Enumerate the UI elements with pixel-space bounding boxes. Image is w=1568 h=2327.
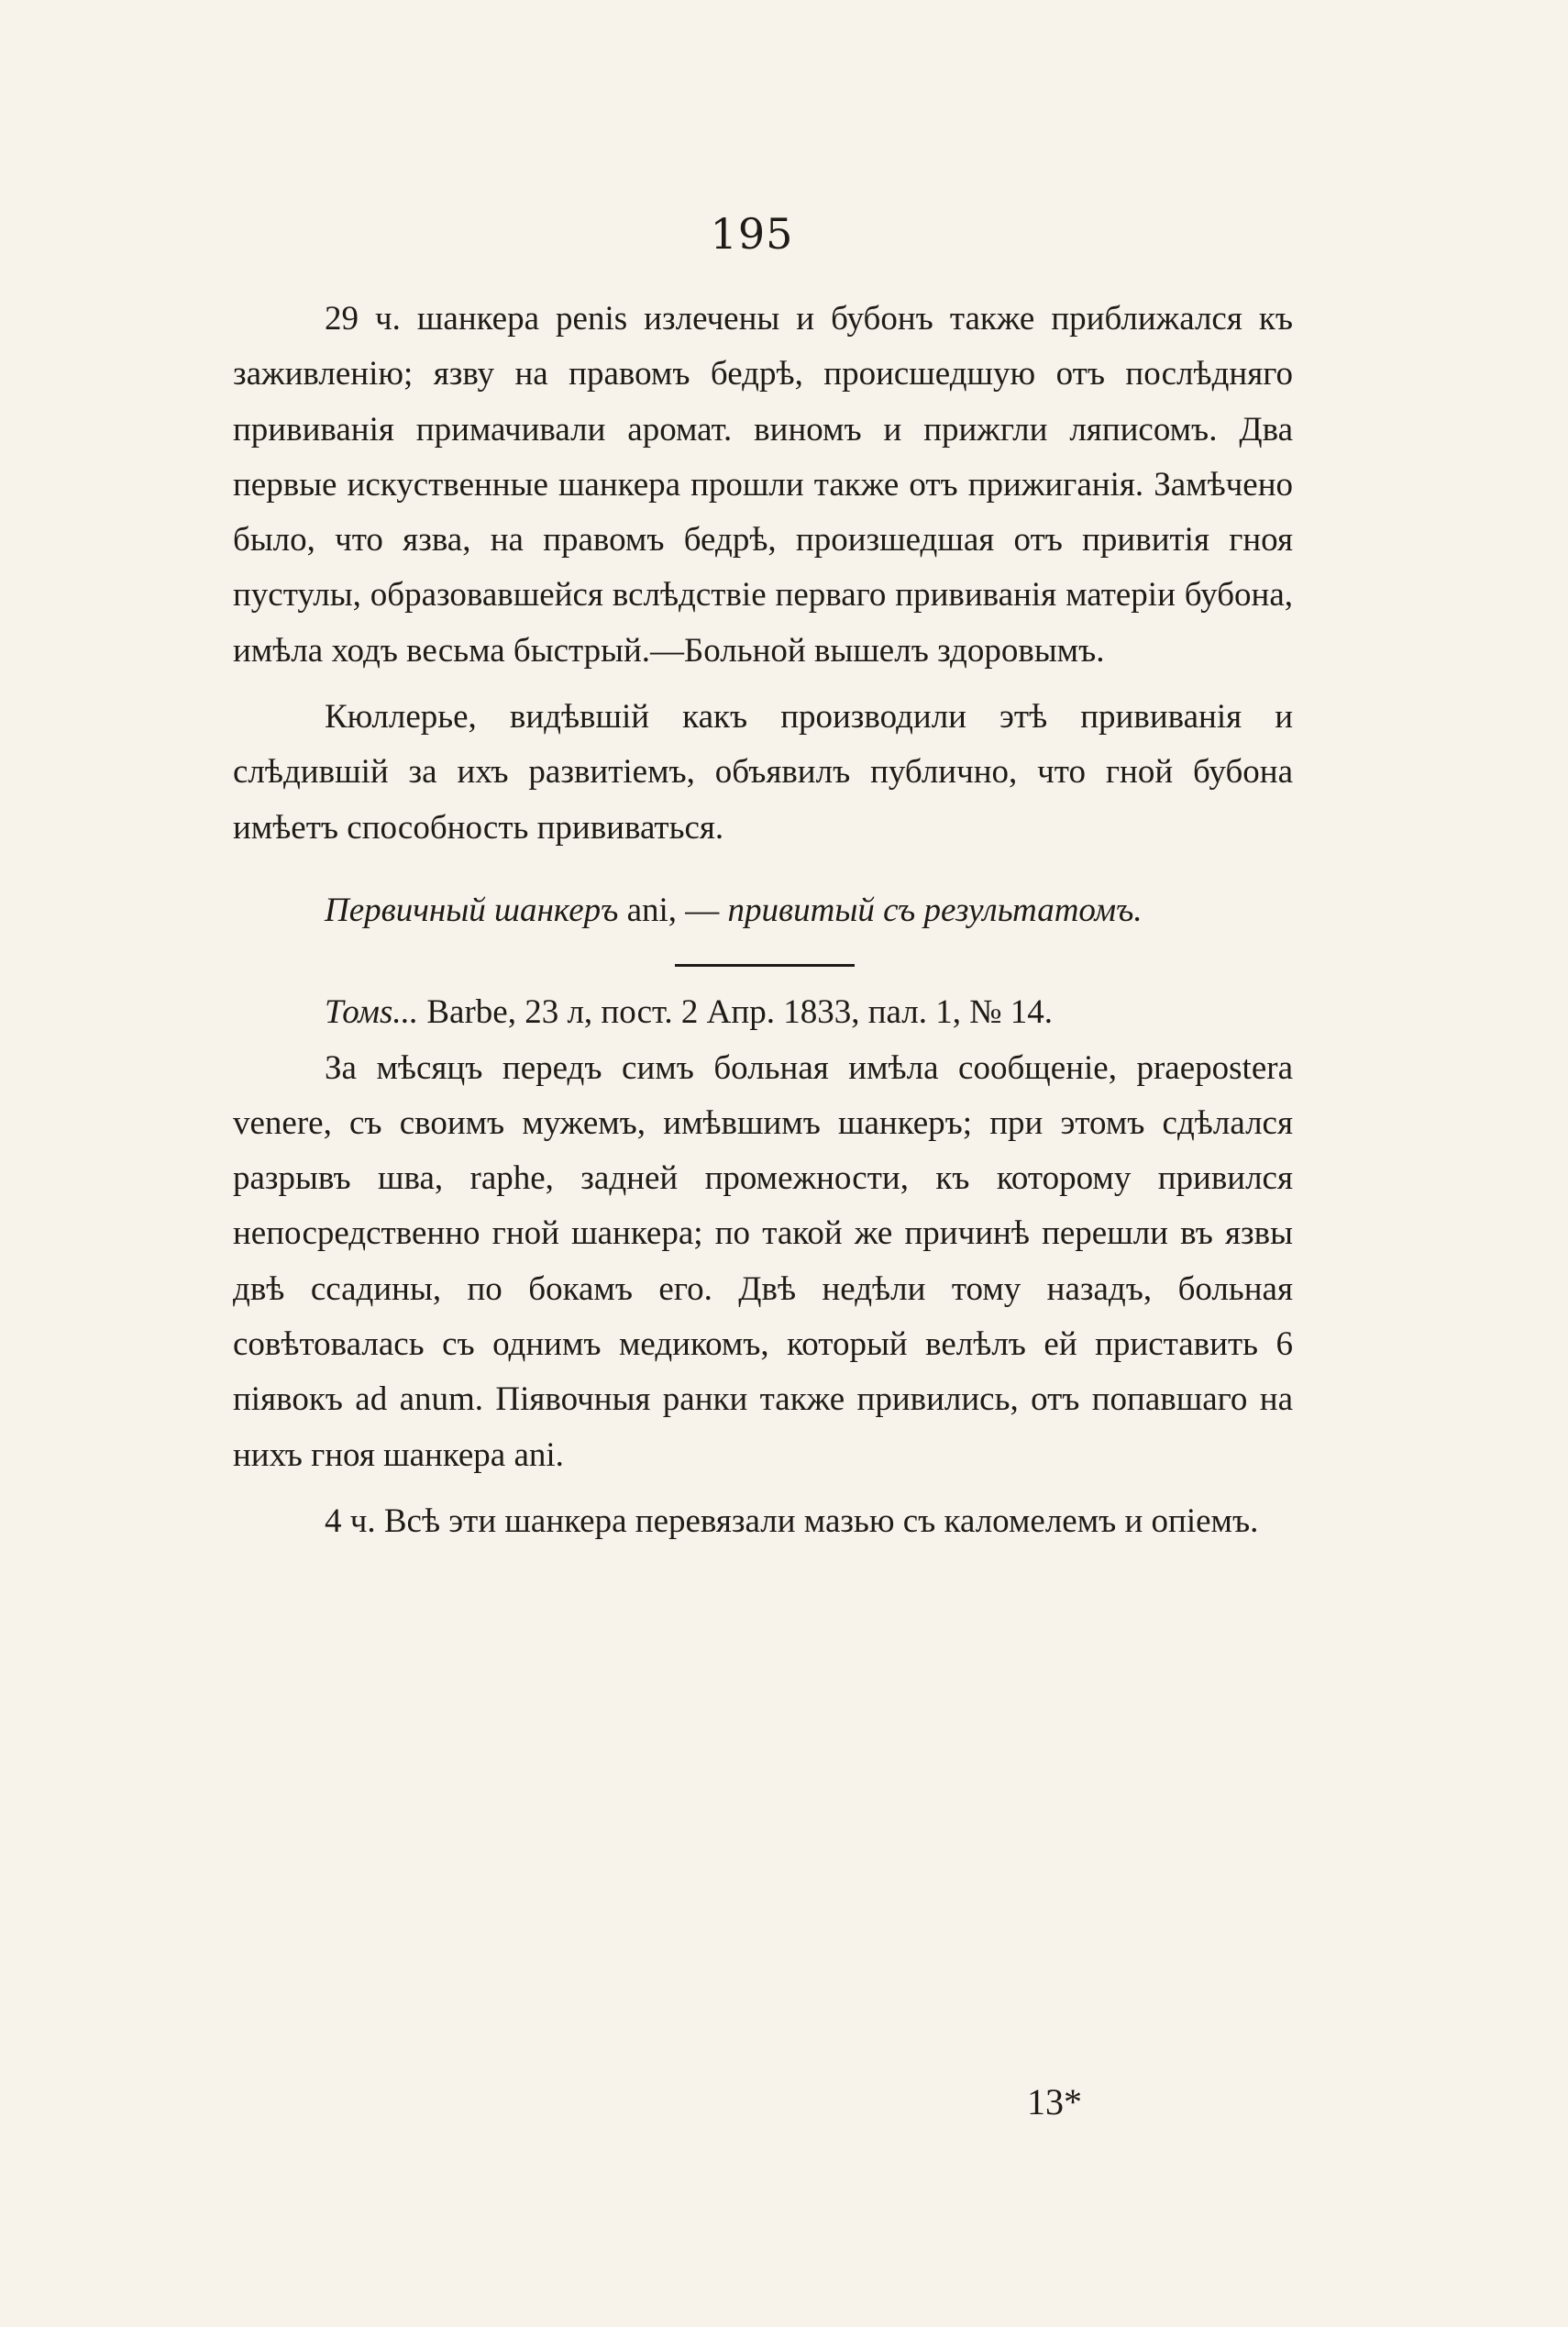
page-number: 195: [710, 209, 794, 259]
section-heading: [233, 883, 1293, 938]
case-header-details: Barbe, 23 л, пост. 2 Апр. 1833, пал. 1, № 14.: [418, 993, 1054, 1032]
section-divider: [675, 964, 855, 967]
case-header-italic: Томs...: [325, 993, 419, 1032]
paragraph-case-outcome: 29 ч. шанкера penis излечены и бубонъ также приближался къ заживленію; язву на правомъ бедрѣ, происшедшую отъ послѣдняго прививанія примачивали аромат. виномъ и прижгли ляписомъ. Два первые искуственные шанкера прошли также отъ прижиганія. Замѣчено было, что язва, на правомъ бедрѣ, произшедшая отъ привитія гноя пустулы, образовавшейся вслѣдствіе перваго прививанія матеріи бубона, имѣла ходъ весьма быстрый.—Больной вышелъ здоровымъ.: [233, 300, 1293, 670]
heading-italic-part-2: привитый съ результатомъ.: [719, 891, 1143, 929]
paragraph-cullerier-note: Кюллерье, видѣвшій какъ производили этѣ прививанія и слѣдившій за ихъ развитіемъ, объявилъ публично, что гной бубона имѣетъ способность прививаться.: [233, 698, 1293, 847]
signature-mark: 13*: [1027, 2081, 1082, 2122]
heading-italic-part-1: Первичный шанкеръ: [325, 891, 619, 929]
body-text: [233, 292, 1293, 1549]
paragraph-case-history: За мѣсяцъ передъ симъ больная имѣла сообщеніе, praepostera venere, съ своимъ мужемъ, имѣвшимъ шанкеръ; при этомъ сдѣлался разрывъ шва, raphe, задней промежности, къ которому привился непосредственно гной шанкера; по такой же причинѣ перешли въ язвы двѣ ссадины, по бокамъ его. Двѣ недѣли тому назадъ, больная совѣтовалась съ однимъ медикомъ, который велѣлъ ей приставить 6 піявокъ ad anum. Піявочныя ранки также привились, отъ попавшаго на нихъ гноя шанкера ani.: [233, 1048, 1293, 1474]
case-header: [233, 985, 1293, 1040]
paragraph-treatment: 4 ч. Всѣ эти шанкера перевязали мазью съ каломелемъ и опіемъ.: [325, 1501, 1259, 1540]
heading-plain-part: ani, —: [618, 891, 720, 929]
